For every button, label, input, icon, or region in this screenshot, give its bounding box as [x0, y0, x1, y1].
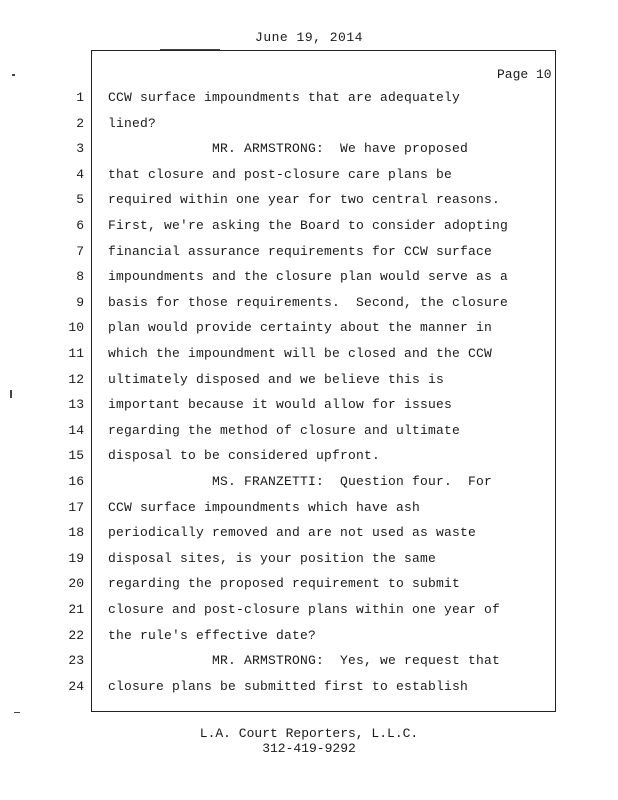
line-text: which the impoundment will be closed and the CCW	[108, 346, 493, 361]
scan-mark	[10, 390, 12, 398]
line-text: periodically removed and are not used as waste	[108, 525, 477, 540]
line-number: 9	[76, 295, 84, 310]
line-number: 17	[68, 500, 84, 515]
line-text: financial assurance requirements for CCW surface	[108, 244, 493, 259]
line-number: 7	[76, 244, 84, 259]
footer-phone: 312-419-9292	[262, 741, 356, 756]
line-number: 13	[68, 397, 84, 412]
line-text: MR. ARMSTRONG: Yes, we request that	[108, 653, 501, 668]
line-number: 1	[76, 90, 84, 105]
line-text: First, we're asking the Board to consider adopting	[108, 218, 509, 233]
line-number: 24	[68, 679, 84, 694]
line-text: disposal to be considered upfront.	[108, 448, 381, 463]
line-number: 14	[68, 423, 84, 438]
line-number: 15	[68, 448, 84, 463]
line-text: CCW surface impoundments which have ash	[108, 500, 421, 515]
line-number: 19	[68, 551, 84, 566]
scan-mark	[12, 74, 15, 76]
line-number: 3	[76, 141, 84, 156]
line-number: 11	[68, 346, 84, 361]
line-number: 20	[68, 576, 84, 591]
line-text: MS. FRANZETTI: Question four. For	[108, 474, 493, 489]
line-text: MR. ARMSTRONG: We have proposed	[108, 141, 469, 156]
line-number: 8	[76, 269, 84, 284]
line-number: 12	[68, 372, 84, 387]
line-text: ultimately disposed and we believe this is	[108, 372, 445, 387]
line-text: CCW surface impoundments that are adequately	[108, 90, 461, 105]
line-text: closure plans be submitted first to establish	[108, 679, 469, 694]
page-label: Page 10	[497, 67, 552, 82]
line-text: impoundments and the closure plan would serve as a	[108, 269, 509, 284]
line-text: required within one year for two central reasons.	[108, 192, 501, 207]
line-text: disposal sites, is your position the same	[108, 551, 437, 566]
line-text: regarding the method of closure and ultimate	[108, 423, 461, 438]
line-number: 4	[76, 167, 84, 182]
line-text: plan would provide certainty about the manner in	[108, 320, 493, 335]
line-text: the rule's effective date?	[108, 628, 317, 643]
line-text: closure and post-closure plans within one year of	[108, 602, 501, 617]
line-number: 10	[68, 320, 84, 335]
line-text: important because it would allow for issues	[108, 397, 453, 412]
scan-mark	[14, 712, 20, 713]
footer-company: L.A. Court Reporters, L.L.C.	[199, 726, 419, 741]
line-number: 5	[76, 192, 84, 207]
line-number: 18	[68, 525, 84, 540]
scan-mark	[160, 49, 220, 50]
line-number: 21	[68, 602, 84, 617]
line-text: basis for those requirements. Second, the closure	[108, 295, 509, 310]
header-date: June 19, 2014	[255, 30, 363, 45]
footer	[0, 726, 618, 756]
line-number: 16	[68, 474, 84, 489]
line-number: 22	[68, 628, 84, 643]
line-text: that closure and post-closure care plans be	[108, 167, 453, 182]
line-number: 23	[68, 653, 84, 668]
line-text: lined?	[108, 116, 157, 131]
line-text: regarding the proposed requirement to submit	[108, 576, 461, 591]
line-number: 6	[76, 218, 84, 233]
line-number: 2	[76, 116, 84, 131]
